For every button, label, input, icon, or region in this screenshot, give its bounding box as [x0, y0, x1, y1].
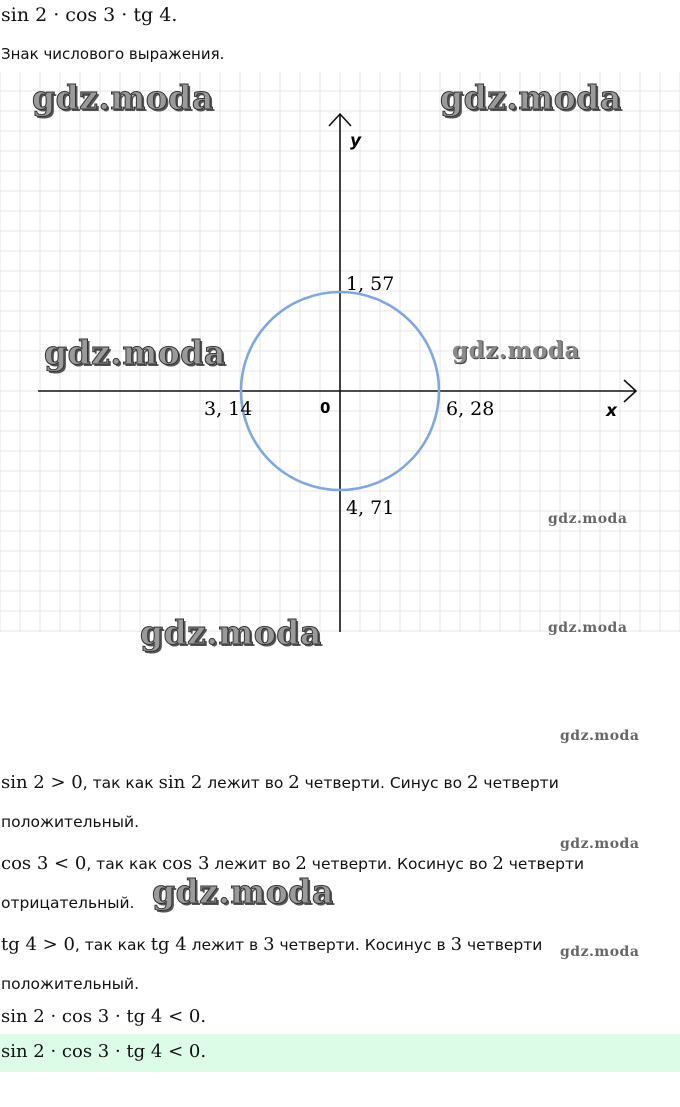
watermark-logo: gdz.moda	[560, 836, 640, 852]
text-fragment: четверти	[503, 855, 585, 873]
origin-label: 0	[320, 399, 331, 417]
text-fragment: лежит во	[209, 855, 296, 873]
point-label-bottom: 4, 71	[346, 497, 395, 519]
text-fragment: четверти. Синус во	[299, 774, 468, 792]
problem-expression: sin 2 · cos 3 · tg 4.	[1, 4, 178, 26]
text-fragment: четверти. Косинус в	[274, 936, 451, 954]
math-inline: cos 3 < 0	[1, 853, 87, 874]
solution-line-tg-cont: положительный.	[1, 975, 140, 993]
text-fragment: четверти	[478, 774, 559, 792]
watermark-logo: gdz.moda	[152, 872, 334, 911]
text-fragment: лежит во	[202, 774, 289, 792]
watermark-logo: gdz.moda	[560, 728, 640, 744]
solution-result: sin 2 · cos 3 · tg 4 < 0.	[1, 1006, 207, 1027]
solution-line-sin-cont: положительный.	[1, 813, 140, 831]
text-fragment: , так как	[86, 855, 163, 873]
math-inline: tg 4 > 0	[1, 934, 75, 955]
math-inline: tg 4	[150, 934, 187, 955]
text-fragment: четверти. Косинус во	[306, 855, 493, 873]
y-axis-label: y	[350, 131, 362, 151]
watermark-logo: gdz.moda	[452, 337, 580, 364]
watermark-logo: gdz.moda	[140, 613, 322, 652]
text-fragment: лежит в	[186, 936, 264, 954]
watermark-logo: gdz.moda	[548, 620, 628, 636]
point-label-right: 6, 28	[446, 398, 495, 420]
watermark-logo: gdz.moda	[32, 78, 214, 117]
watermark-logo: gdz.moda	[560, 944, 640, 960]
problem-subtitle: Знак числового выражения.	[1, 45, 225, 63]
solution-line-tg	[1, 934, 542, 955]
math-inline: 3	[263, 934, 275, 955]
text-fragment: , так как	[82, 774, 159, 792]
watermark-logo: gdz.moda	[44, 333, 226, 372]
answer-text: sin 2 · cos 3 · tg 4 < 0.	[1, 1041, 207, 1062]
solution-line-cos-cont: отрицательный.	[1, 894, 135, 912]
point-label-left: 3, 14	[204, 398, 253, 420]
x-axis-label: x	[606, 401, 617, 421]
math-inline: cos 3	[162, 853, 210, 874]
text-fragment: четверти	[462, 936, 543, 954]
math-inline: sin 2	[158, 772, 203, 793]
unit-circle-figure	[0, 72, 680, 672]
math-inline: sin 2 > 0	[1, 772, 83, 793]
solution-line-cos	[1, 853, 584, 874]
watermark-logo: gdz.moda	[548, 511, 628, 527]
solution-line-sin	[1, 772, 559, 793]
math-inline: 2	[492, 853, 504, 874]
text-fragment: , так как	[74, 936, 151, 954]
answer-highlight	[0, 1034, 680, 1072]
math-inline: 2	[467, 772, 479, 793]
watermark-logo: gdz.moda	[440, 78, 622, 117]
point-label-top: 1, 57	[346, 273, 395, 295]
unit-circle-svg	[0, 72, 680, 672]
math-inline: 3	[450, 934, 463, 955]
math-inline: 2	[295, 853, 307, 874]
math-inline: 2	[288, 772, 300, 793]
